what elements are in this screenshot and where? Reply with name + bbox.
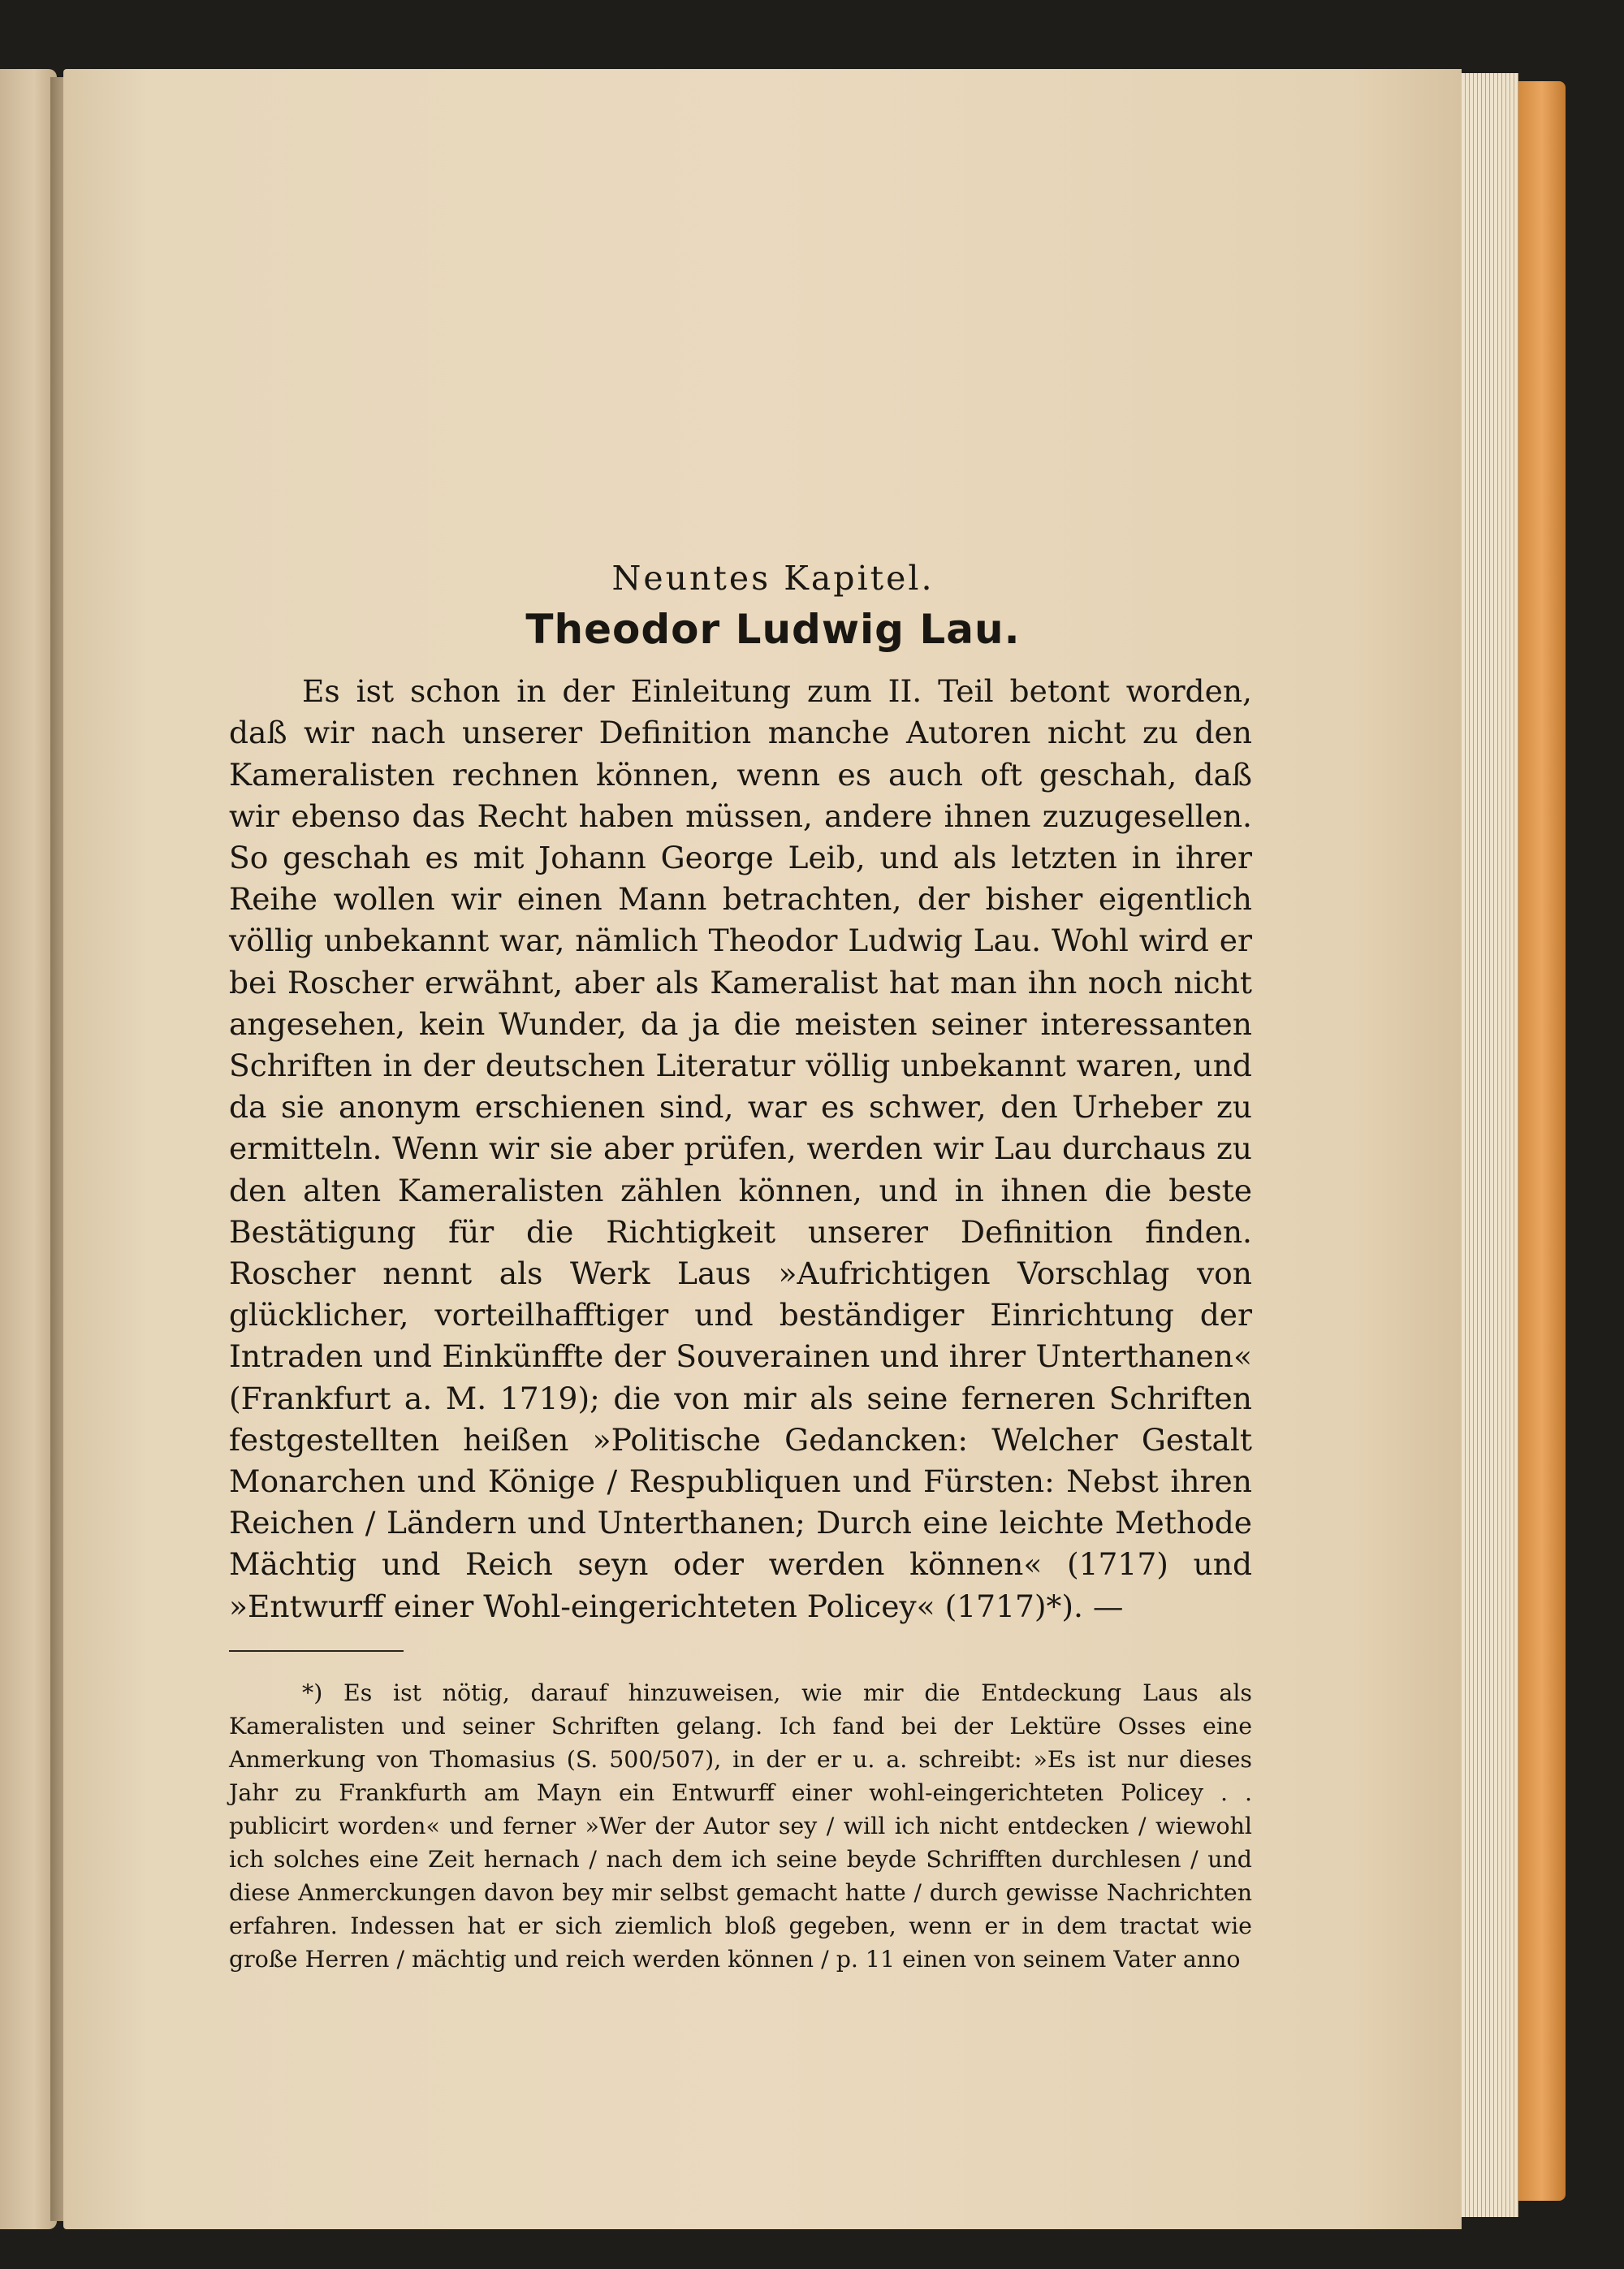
chapter-label: Neuntes Kapitel. xyxy=(611,559,935,598)
page-edges xyxy=(1462,73,1518,2217)
page-text xyxy=(229,560,1252,1976)
chapter-title: Theodor Ludwig Lau. xyxy=(525,606,1021,654)
footnote-rule xyxy=(229,1650,404,1652)
body-paragraph: Es ist schon in der Einleitung zum II. Teil betont worden, daß wir nach unserer Definition manche Autoren nicht zu den Kameralisten rechnen können, wenn es auch oft geschah, daß wir ebenso das Recht haben müssen, andere ihnen zuzugesellen. So geschah es mit Johann George Leib, und als letzten in ihrer Reihe wollen wir einen Mann betrachten, der bisher eigentlich völlig unbekannt war, nämlich Theodor Ludwig Lau. Wohl wird er bei Roscher erwähnt, aber als Kameralist hat man ihn noch nicht angesehen, kein Wunder, da ja die meisten seiner interessanten Schriften in der deutschen Literatur völlig unbekannt waren, und da sie anonym erschienen sind, war es schwer, den Urheber zu ermitteln. Wenn wir sie aber prüfen, werden wir Lau durchaus zu den alten Kameralisten zählen können, und in ihnen die beste Bestätigung für die Richtigkeit unserer Definition finden. Roscher nennt als Werk Laus »Aufrichtigen Vorschlag von glücklicher, vorteilhafftiger und beständiger Einrichtung der Intraden und Einkünffte der Souverainen und ihrer Unterthanen« (Frankfurt a. M. 1719); die von mir als seine ferneren Schriften festgestellten heißen »Politische Gedancken: Welcher Gestalt Monarchen und Könige / Respubliquen und Fürsten: Nebst ihren Reichen / Ländern und Unterthanen; Durch eine leichte Methode Mächtig und Reich seyn oder werden können« (1717) und »Entwurff einer Wohl-eingerichteten Policey« (1717)*). — xyxy=(229,673,1252,1624)
book-cover-edge xyxy=(1518,81,1566,2201)
left-page-edge xyxy=(0,69,57,2229)
footnote: *) Es ist nötig, darauf hinzuweisen, wie mir die Entdeckung Laus als Kameralisten und seiner Schriften gelang. Ich fand bei der Lektüre Osses eine Anmerkung von Thomasius (S. 500/507), in der er u. a. schreibt: »Es ist nur dieses Jahr zu Frankfurth am Mayn ein Entwurff einer wohl-eingerichteten Policey . . publicirt worden« und ferner »Wer der Autor sey / will ich nicht entdecken / wiewohl ich solches eine Zeit hernach / nach dem ich seine beyde Schrifften durchlesen / und diese Anmerckungen davon bey mir selbst gemacht hatte / durch gewisse Nachrichten erfahren. Indessen hat er sich ziemlich bloß gegeben, wenn er in dem tractat wie große Herren / mächtig und reich werden können / p. 11 einen von seinem Vater anno xyxy=(229,1679,1252,1973)
